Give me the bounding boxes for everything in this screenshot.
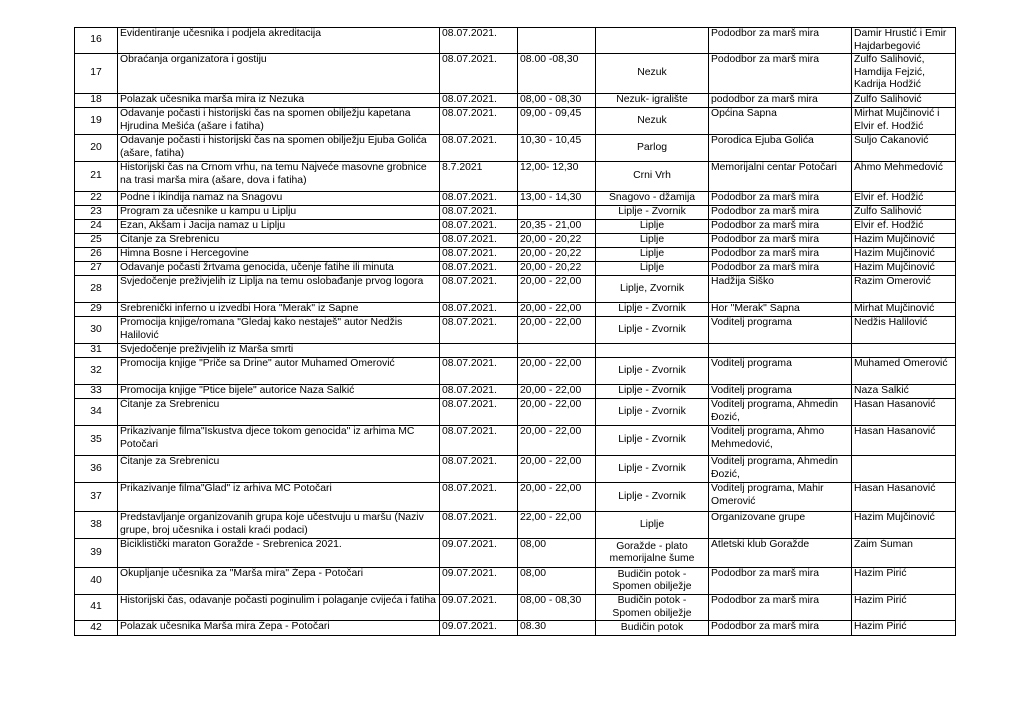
organizer-cell: Pododbor za marš mira bbox=[709, 621, 852, 636]
location-cell: Budičin potok bbox=[596, 621, 709, 636]
table-row bbox=[75, 234, 956, 248]
activity-cell: Prikazivanje filma"Glad" iz arhiva MC Potočari bbox=[118, 483, 440, 512]
table-row bbox=[75, 262, 956, 276]
responsible-cell: Hasan Hasanović bbox=[852, 426, 956, 456]
time-cell: 20,00 - 20,22 bbox=[518, 248, 596, 262]
table-row bbox=[75, 192, 956, 206]
responsible-cell: Hazim Mujčinović bbox=[852, 248, 956, 262]
date-cell: 08.07.2021. bbox=[440, 317, 518, 344]
activity-cell: Program za učesnike u kampu u Liplju bbox=[118, 206, 440, 220]
responsible-cell: Nedžis Halilović bbox=[852, 317, 956, 344]
location-cell: Liplje bbox=[596, 234, 709, 248]
organizer-cell: Memorijalni centar Potočari bbox=[709, 162, 852, 192]
responsible-cell: Mirhat Mujčinović i Elvir ef. Hodžić bbox=[852, 108, 956, 135]
location-cell: Liplje - Zvornik bbox=[596, 303, 709, 317]
date-cell: 08.07.2021. bbox=[440, 108, 518, 135]
organizer-cell: Pododbor za marš mira bbox=[709, 220, 852, 234]
responsible-cell: Muhamed Omerović bbox=[852, 358, 956, 385]
schedule-table-body bbox=[75, 28, 956, 636]
date-cell: 09.07.2021. bbox=[440, 595, 518, 621]
date-cell: 08.07.2021. bbox=[440, 94, 518, 108]
date-cell: 08.07.2021. bbox=[440, 206, 518, 220]
responsible-cell: Zaim Šuman bbox=[852, 539, 956, 568]
table-row bbox=[75, 303, 956, 317]
organizer-cell: Voditelj programa, Ahmo Mehmedović, bbox=[709, 426, 852, 456]
responsible-cell: Ahmo Mehmedović bbox=[852, 162, 956, 192]
date-cell: 09.07.2021. bbox=[440, 621, 518, 636]
date-cell: 08.07.2021. bbox=[440, 512, 518, 539]
activity-cell: Srebrenički inferno u izvedbi Hora "Merak" iz Sapne bbox=[118, 303, 440, 317]
organizer-cell: Atletski klub Goražde bbox=[709, 539, 852, 568]
responsible-cell: Zulfo Salihović bbox=[852, 94, 956, 108]
time-cell: 08,00 - 08,30 bbox=[518, 94, 596, 108]
responsible-cell: Hazim Mujčinović bbox=[852, 234, 956, 248]
time-cell: 20,00 - 22,00 bbox=[518, 456, 596, 483]
time-cell: 08,00 bbox=[518, 568, 596, 595]
row-number: 34 bbox=[75, 399, 118, 426]
row-number: 40 bbox=[75, 568, 118, 595]
date-cell: 08.07.2021. bbox=[440, 135, 518, 162]
organizer-cell: Voditelj programa bbox=[709, 385, 852, 399]
responsible-cell: Damir Hrustić i Emir Hajdarbegović bbox=[852, 28, 956, 54]
row-number: 30 bbox=[75, 317, 118, 344]
date-cell: 09.07.2021. bbox=[440, 539, 518, 568]
time-cell: 20,00 - 22,00 bbox=[518, 303, 596, 317]
table-row bbox=[75, 206, 956, 220]
row-number: 18 bbox=[75, 94, 118, 108]
location-cell: Nezuk bbox=[596, 108, 709, 135]
organizer-cell: Organizovane grupe bbox=[709, 512, 852, 539]
activity-cell: Predstavljanje organizovanih grupa koje učestvuju u maršu (Naziv grupe, broj učesnika i ostali kraći podaci) bbox=[118, 512, 440, 539]
row-number: 39 bbox=[75, 539, 118, 568]
time-cell: 20,00 - 22,00 bbox=[518, 385, 596, 399]
activity-cell: Svjedočenje preživjelih iz Marša smrti bbox=[118, 344, 440, 358]
table-row bbox=[75, 108, 956, 135]
time-cell: 20,00 - 22,00 bbox=[518, 426, 596, 456]
organizer-cell: Voditelj programa bbox=[709, 358, 852, 385]
time-cell bbox=[518, 344, 596, 358]
row-number: 36 bbox=[75, 456, 118, 483]
responsible-cell bbox=[852, 344, 956, 358]
location-cell: Liplje - Zvornik bbox=[596, 456, 709, 483]
row-number: 37 bbox=[75, 483, 118, 512]
activity-cell: Čitanje za Srebrenicu bbox=[118, 234, 440, 248]
responsible-cell: Hazim Pirić bbox=[852, 595, 956, 621]
organizer-cell: Hor "Merak" Sapna bbox=[709, 303, 852, 317]
responsible-cell: Naza Salkić bbox=[852, 385, 956, 399]
organizer-cell bbox=[709, 344, 852, 358]
location-cell: Liplje - Zvornik bbox=[596, 483, 709, 512]
responsible-cell: Hasan Hasanović bbox=[852, 399, 956, 426]
date-cell: 08.07.2021. bbox=[440, 262, 518, 276]
organizer-cell: Pododbor za marš mira bbox=[709, 234, 852, 248]
table-row bbox=[75, 426, 956, 456]
responsible-cell: Razim Omerović bbox=[852, 276, 956, 303]
date-cell: 08.07.2021. bbox=[440, 192, 518, 206]
responsible-cell: Hazim Pirić bbox=[852, 568, 956, 595]
time-cell: 12,00- 12,30 bbox=[518, 162, 596, 192]
table-row bbox=[75, 162, 956, 192]
date-cell: 08.07.2021. bbox=[440, 220, 518, 234]
date-cell: 08.07.2021. bbox=[440, 28, 518, 54]
activity-cell: Odavanje počasti i historijski čas na spomen obilježju kapetana Hjrudina Mešića (ašare i fatiha) bbox=[118, 108, 440, 135]
responsible-cell: Elvir ef. Hodžić bbox=[852, 192, 956, 206]
activity-cell: Podne i ikindija namaz na Snagovu bbox=[118, 192, 440, 206]
responsible-cell: Elvir ef. Hodžić bbox=[852, 220, 956, 234]
time-cell: 08,00 bbox=[518, 539, 596, 568]
time-cell: 20,00 - 22,00 bbox=[518, 276, 596, 303]
organizer-cell: Voditelj programa, Ahmedin Đozić, bbox=[709, 399, 852, 426]
table-row bbox=[75, 621, 956, 636]
row-number: 28 bbox=[75, 276, 118, 303]
date-cell: 08.07.2021. bbox=[440, 303, 518, 317]
activity-cell: Polazak učesnika Marša mira Žepa - Potočari bbox=[118, 621, 440, 636]
location-cell: Liplje - Zvornik bbox=[596, 358, 709, 385]
row-number: 17 bbox=[75, 54, 118, 94]
table-row bbox=[75, 399, 956, 426]
responsible-cell: Hazim Pirić bbox=[852, 621, 956, 636]
responsible-cell: Zulfo Salihović bbox=[852, 206, 956, 220]
location-cell: Liplje bbox=[596, 262, 709, 276]
row-number: 24 bbox=[75, 220, 118, 234]
activity-cell: Promocija knjige "Ptice bijele" autorice Naza Salkić bbox=[118, 385, 440, 399]
table-row bbox=[75, 94, 956, 108]
table-row bbox=[75, 344, 956, 358]
time-cell: 08,00 - 08,30 bbox=[518, 595, 596, 621]
date-cell: 08.07.2021. bbox=[440, 234, 518, 248]
time-cell: 09,00 - 09,45 bbox=[518, 108, 596, 135]
location-cell: Liplje - Zvornik bbox=[596, 317, 709, 344]
organizer-cell: Pododbor za marš mira bbox=[709, 192, 852, 206]
organizer-cell: Pododbor za marš mira bbox=[709, 54, 852, 94]
date-cell: 08.07.2021. bbox=[440, 456, 518, 483]
responsible-cell bbox=[852, 456, 956, 483]
organizer-cell: Voditelj programa, Ahmedin Đozić, bbox=[709, 456, 852, 483]
table-row bbox=[75, 512, 956, 539]
time-cell bbox=[518, 206, 596, 220]
time-cell: 20,00 - 20,22 bbox=[518, 234, 596, 248]
time-cell: 20,00 - 22,00 bbox=[518, 317, 596, 344]
date-cell: 08.07.2021. bbox=[440, 358, 518, 385]
activity-cell: Čitanje za Srebrenicu bbox=[118, 399, 440, 426]
row-number: 41 bbox=[75, 595, 118, 621]
organizer-cell: Pododbor za marš mira bbox=[709, 206, 852, 220]
responsible-cell: Hazim Mujčinović bbox=[852, 262, 956, 276]
table-row bbox=[75, 276, 956, 303]
activity-cell: Odavanje počasti i historijski čas na spomen obilježju Ejuba Golića (ašare, fatiha) bbox=[118, 135, 440, 162]
time-cell bbox=[518, 28, 596, 54]
activity-cell: Promocija knjige "Priče sa Drine" autor Muhamed Omerović bbox=[118, 358, 440, 385]
responsible-cell: Mirhat Mujčinović bbox=[852, 303, 956, 317]
organizer-cell: Pododbor za marš mira bbox=[709, 248, 852, 262]
row-number: 22 bbox=[75, 192, 118, 206]
location-cell bbox=[596, 28, 709, 54]
table-row bbox=[75, 248, 956, 262]
organizer-cell: Voditelj programa, Mahir Omerović bbox=[709, 483, 852, 512]
time-cell: 08.30 bbox=[518, 621, 596, 636]
location-cell: Nezuk- igralište bbox=[596, 94, 709, 108]
time-cell: 20,00 - 20,22 bbox=[518, 262, 596, 276]
table-row bbox=[75, 54, 956, 94]
row-number: 27 bbox=[75, 262, 118, 276]
time-cell: 20,35 - 21,00 bbox=[518, 220, 596, 234]
organizer-cell: Općina Sapna bbox=[709, 108, 852, 135]
row-number: 25 bbox=[75, 234, 118, 248]
activity-cell: Okupljanje učesnika za "Marša mira" Žepa - Potočari bbox=[118, 568, 440, 595]
organizer-cell: Pododbor za marš mira bbox=[709, 595, 852, 621]
location-cell: Budičin potok - Spomen obilježje bbox=[596, 595, 709, 621]
time-cell: 20,00 - 22,00 bbox=[518, 399, 596, 426]
organizer-cell: Pododbor za marš mira bbox=[709, 262, 852, 276]
date-cell: 09.07.2021. bbox=[440, 568, 518, 595]
table-row bbox=[75, 385, 956, 399]
time-cell: 08.00 -08,30 bbox=[518, 54, 596, 94]
time-cell: 13,00 - 14,30 bbox=[518, 192, 596, 206]
activity-cell: Svjedočenje preživjelih iz Liplja na temu oslobađanje prvog logora bbox=[118, 276, 440, 303]
location-cell: Liplje - Zvornik bbox=[596, 399, 709, 426]
row-number: 42 bbox=[75, 621, 118, 636]
row-number: 38 bbox=[75, 512, 118, 539]
date-cell: 08.07.2021. bbox=[440, 483, 518, 512]
location-cell: Liplje bbox=[596, 220, 709, 234]
time-cell: 20,00 - 22,00 bbox=[518, 358, 596, 385]
location-cell: Liplje bbox=[596, 248, 709, 262]
row-number: 23 bbox=[75, 206, 118, 220]
location-cell: Snagovo - džamija bbox=[596, 192, 709, 206]
activity-cell: Historijski čas na Crnom vrhu, na temu Najveće masovne grobnice na trasi marša mira (ašare, dova i fatiha) bbox=[118, 162, 440, 192]
row-number: 21 bbox=[75, 162, 118, 192]
location-cell bbox=[596, 344, 709, 358]
responsible-cell: Hasan Hasanović bbox=[852, 483, 956, 512]
schedule-table bbox=[74, 27, 956, 636]
activity-cell: Ezan, Akšam i Jacija namaz u Liplju bbox=[118, 220, 440, 234]
organizer-cell: Hadžija Šiško bbox=[709, 276, 852, 303]
table-row bbox=[75, 456, 956, 483]
activity-cell: Biciklistički maraton Goražde - Srebrenica 2021. bbox=[118, 539, 440, 568]
location-cell: Goražde - plato memorijalne šume bbox=[596, 539, 709, 568]
time-cell: 20,00 - 22,00 bbox=[518, 483, 596, 512]
organizer-cell: Pododbor za marš mira bbox=[709, 568, 852, 595]
row-number: 19 bbox=[75, 108, 118, 135]
activity-cell: Evidentiranje učesnika i podjela akreditacija bbox=[118, 28, 440, 54]
date-cell: 08.07.2021. bbox=[440, 399, 518, 426]
row-number: 20 bbox=[75, 135, 118, 162]
row-number: 33 bbox=[75, 385, 118, 399]
activity-cell: Himna Bosne i Hercegovine bbox=[118, 248, 440, 262]
date-cell: 08.07.2021. bbox=[440, 54, 518, 94]
activity-cell: Historijski čas, odavanje počasti poginulim i polaganje cvijeća i fatiha bbox=[118, 595, 440, 621]
date-cell: 08.07.2021. bbox=[440, 385, 518, 399]
row-number: 29 bbox=[75, 303, 118, 317]
row-number: 16 bbox=[75, 28, 118, 54]
row-number: 32 bbox=[75, 358, 118, 385]
date-cell: 08.07.2021. bbox=[440, 248, 518, 262]
table-row bbox=[75, 28, 956, 54]
organizer-cell: Pododbor za marš mira bbox=[709, 28, 852, 54]
row-number: 31 bbox=[75, 344, 118, 358]
table-row bbox=[75, 358, 956, 385]
location-cell: Liplje - Zvornik bbox=[596, 385, 709, 399]
date-cell bbox=[440, 344, 518, 358]
responsible-cell: Suljo Čakanović bbox=[852, 135, 956, 162]
row-number: 26 bbox=[75, 248, 118, 262]
activity-cell: Polazak učesnika marša mira iz Nezuka bbox=[118, 94, 440, 108]
activity-cell: Odavanje počasti žrtvama genocida, učenje fatihe ili minuta bbox=[118, 262, 440, 276]
location-cell: Liplje - Zvornik bbox=[596, 206, 709, 220]
location-cell: Liplje - Zvornik bbox=[596, 426, 709, 456]
date-cell: 08.07.2021. bbox=[440, 426, 518, 456]
location-cell: Budičin potok - Spomen obilježje bbox=[596, 568, 709, 595]
location-cell: Nezuk bbox=[596, 54, 709, 94]
responsible-cell: Zulfo Salihović, Hamdija Fejzić, Kadrija Hodžić bbox=[852, 54, 956, 94]
activity-cell: Promocija knjige/romana "Gledaj kako nestaješ" autor Nedžis Halilović bbox=[118, 317, 440, 344]
location-cell: Parlog bbox=[596, 135, 709, 162]
time-cell: 22,00 - 22,00 bbox=[518, 512, 596, 539]
table-row bbox=[75, 595, 956, 621]
table-row bbox=[75, 568, 956, 595]
schedule-page bbox=[74, 27, 955, 636]
table-row bbox=[75, 317, 956, 344]
table-row bbox=[75, 220, 956, 234]
activity-cell: Čitanje za Srebrenicu bbox=[118, 456, 440, 483]
activity-cell: Prikazivanje filma"Iskustva djece tokom genocida" iz arhima MC Potočari bbox=[118, 426, 440, 456]
organizer-cell: pododbor za marš mira bbox=[709, 94, 852, 108]
responsible-cell: Hazim Mujčinović bbox=[852, 512, 956, 539]
activity-cell: Obraćanja organizatora i gostiju bbox=[118, 54, 440, 94]
organizer-cell: Porodica Ejuba Golića bbox=[709, 135, 852, 162]
table-row bbox=[75, 483, 956, 512]
location-cell: Liplje bbox=[596, 512, 709, 539]
location-cell: Liplje, Zvornik bbox=[596, 276, 709, 303]
date-cell: 8.7.2021 bbox=[440, 162, 518, 192]
date-cell: 08.07.2021. bbox=[440, 276, 518, 303]
location-cell: Crni Vrh bbox=[596, 162, 709, 192]
table-row bbox=[75, 135, 956, 162]
table-row bbox=[75, 539, 956, 568]
time-cell: 10,30 - 10,45 bbox=[518, 135, 596, 162]
row-number: 35 bbox=[75, 426, 118, 456]
organizer-cell: Voditelj programa bbox=[709, 317, 852, 344]
